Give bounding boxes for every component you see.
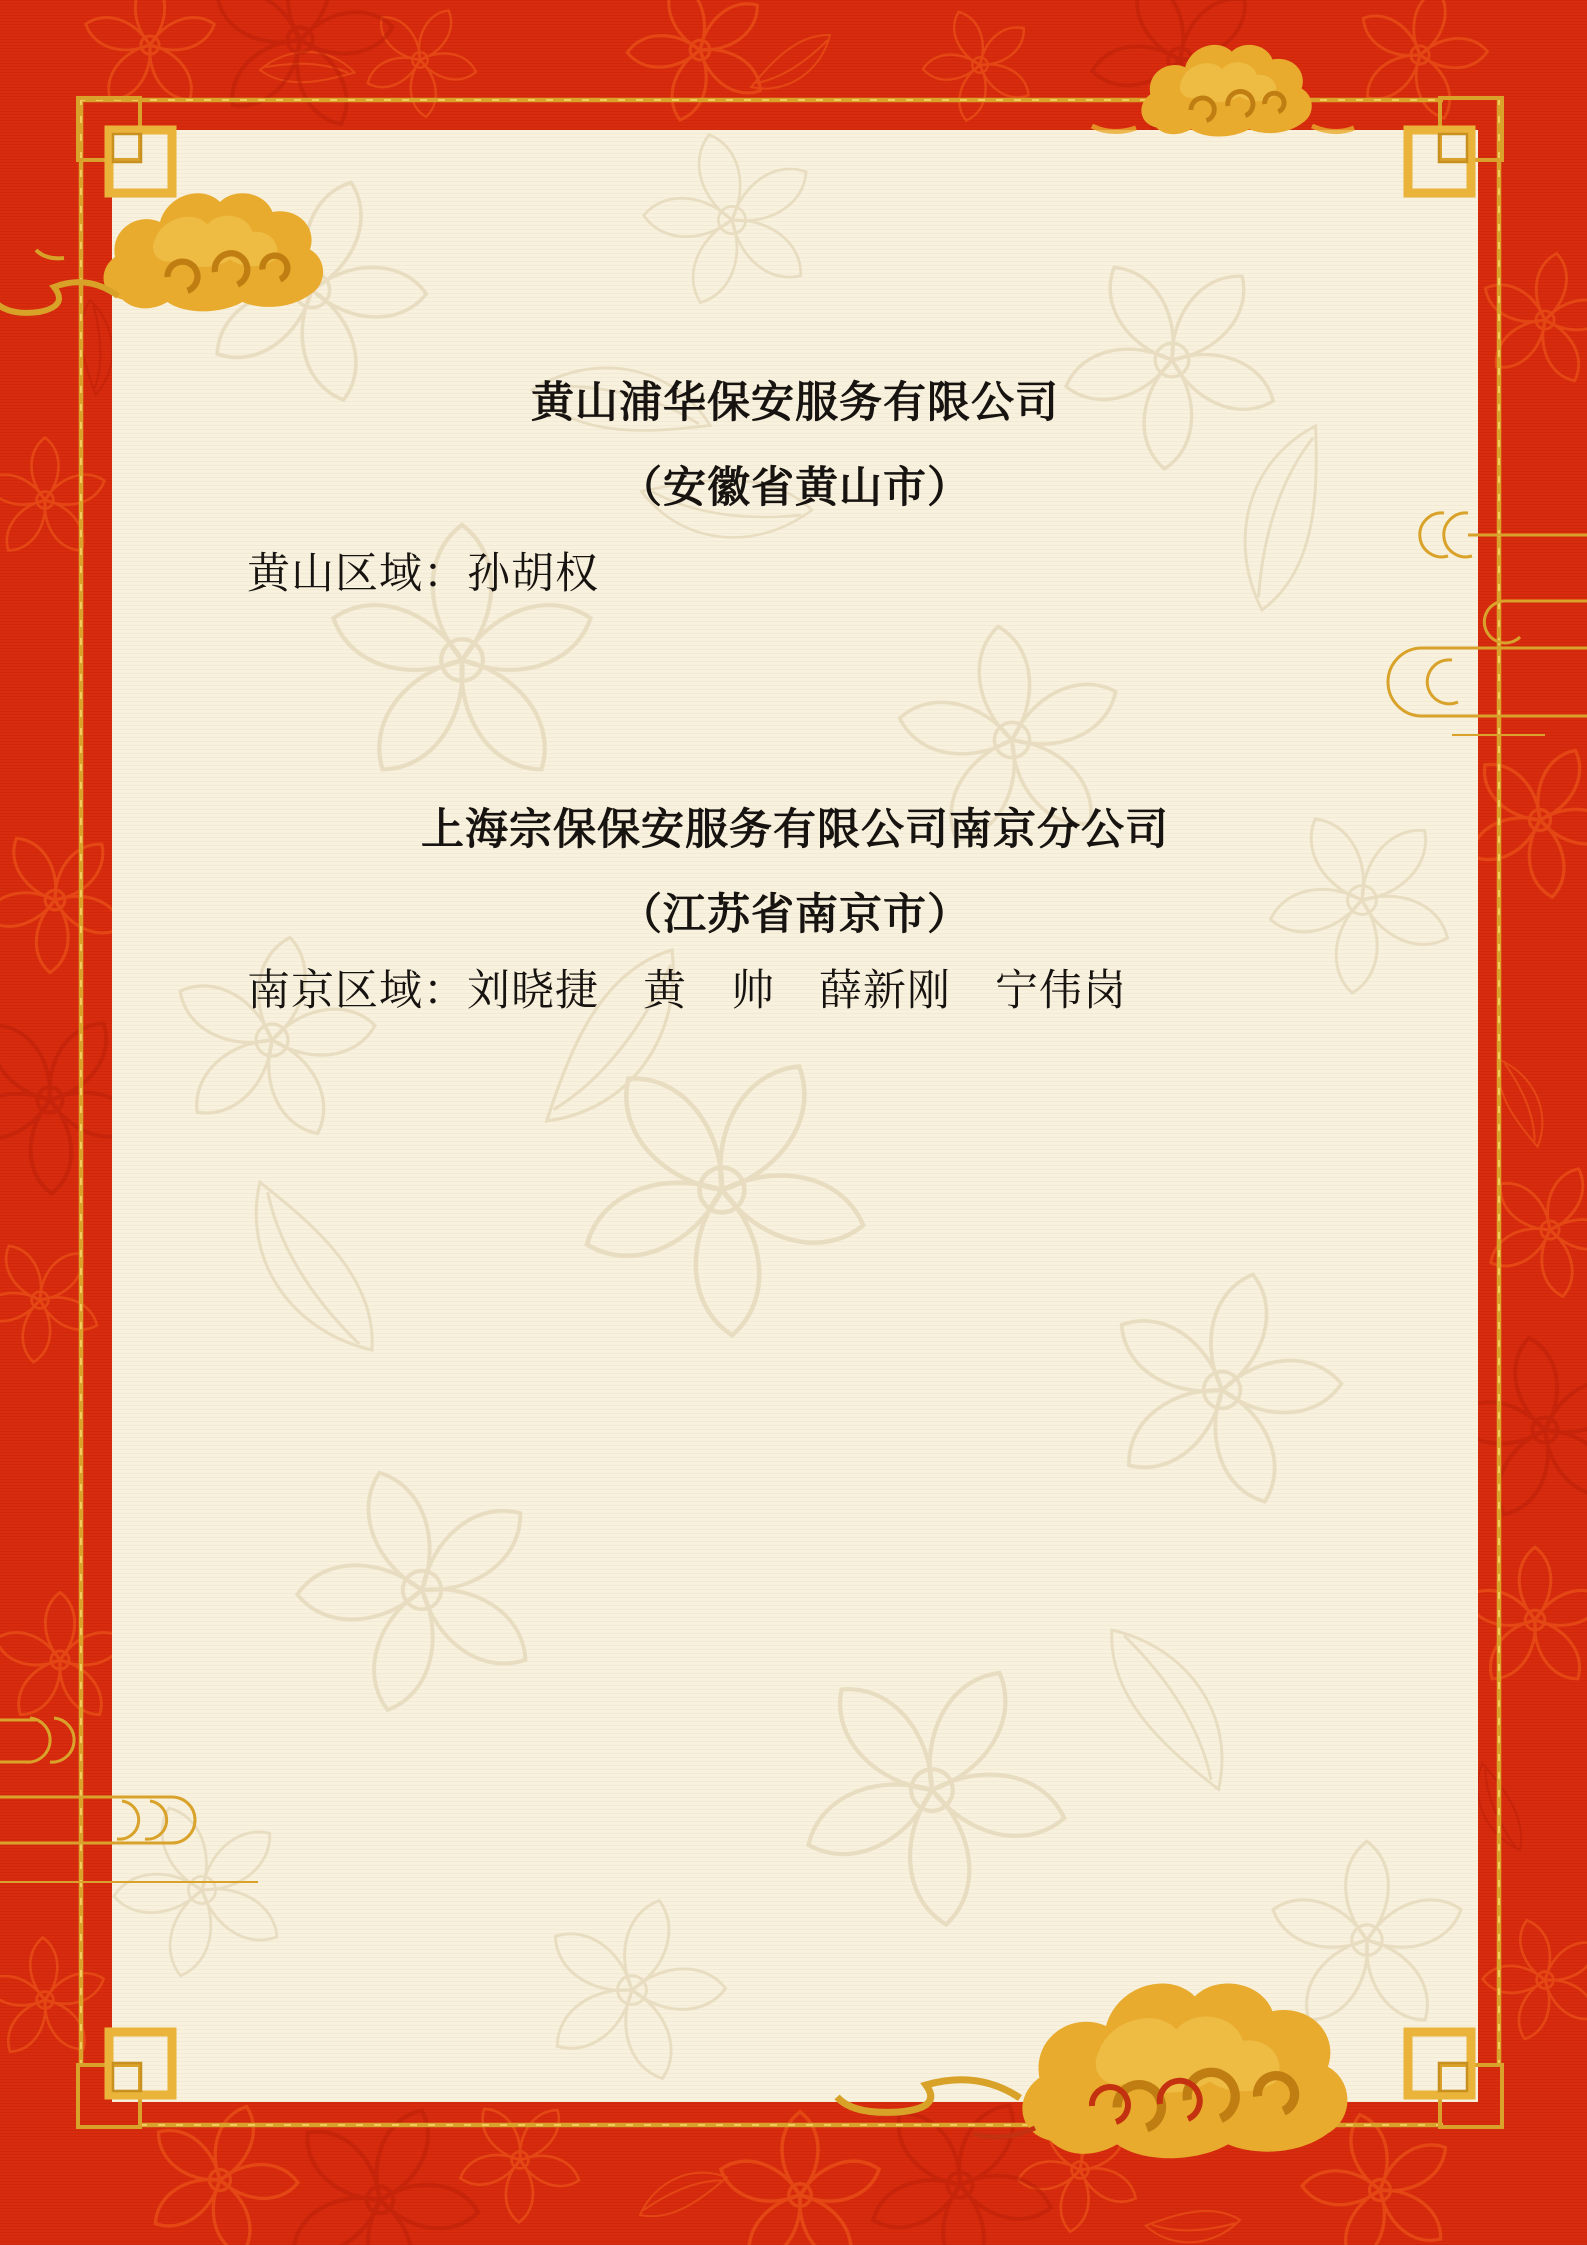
company-1-region-line: 黄山区域：孙胡权 (247, 551, 599, 598)
gold-cloud-icon-top (1092, 45, 1354, 137)
company-2-region-line: 南京区域：刘晓捷 黄 帅 薛新刚 宁伟岗 (247, 968, 1127, 1015)
company-2-city: （江苏省南京市） (619, 892, 971, 939)
company-1-city: （安徽省黄山市） (619, 465, 971, 512)
company-1-name: 黄山浦华保安服务有限公司 (531, 380, 1059, 427)
company-2-name: 上海宗保保安服务有限公司南京分公司 (421, 807, 1169, 854)
